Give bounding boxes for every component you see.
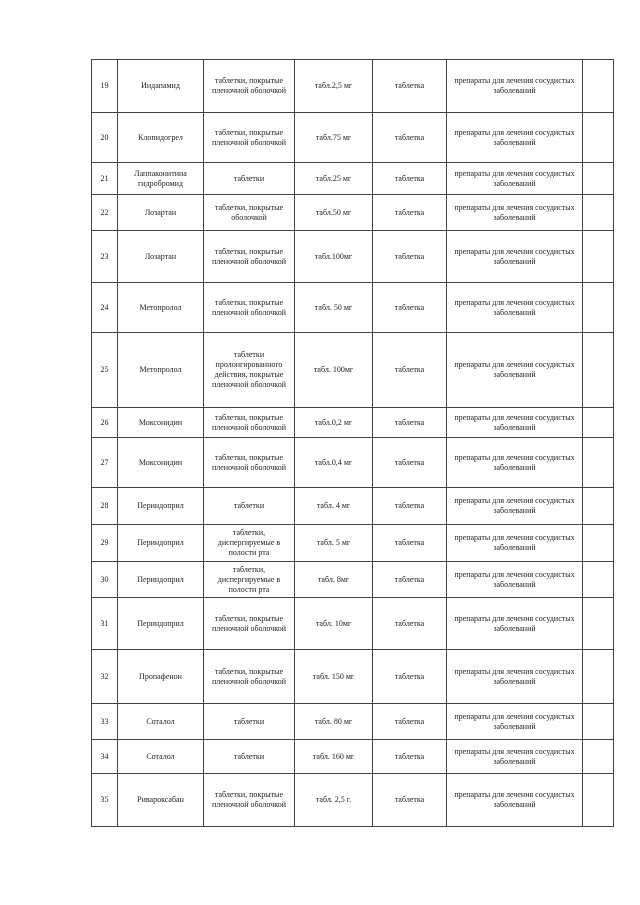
- extra-cell: [583, 408, 614, 438]
- purpose: препараты для лечения сосудистых заболеваний: [447, 438, 583, 488]
- unit: таблетка: [373, 488, 447, 525]
- dosage: табл. 100мг: [295, 333, 373, 408]
- purpose: препараты для лечения сосудистых заболеваний: [447, 488, 583, 525]
- dosage-form: таблетки, диспергируемые в полости рта: [204, 562, 295, 598]
- drug-name: Лаппаконитина гидробромид: [118, 163, 204, 195]
- drug-table: [91, 59, 614, 827]
- extra-cell: [583, 525, 614, 562]
- dosage: табл. 150 мг: [295, 650, 373, 704]
- table-row: [92, 283, 614, 333]
- table-row: [92, 774, 614, 827]
- dosage: табл. 160 мг: [295, 740, 373, 774]
- dosage: табл. 5 мг: [295, 525, 373, 562]
- extra-cell: [583, 113, 614, 163]
- drug-name: Соталол: [118, 704, 204, 740]
- table-row: [92, 562, 614, 598]
- dosage: табл.50 мг: [295, 195, 373, 231]
- drug-name: Индапамид: [118, 60, 204, 113]
- purpose: препараты для лечения сосудистых заболеваний: [447, 113, 583, 163]
- extra-cell: [583, 60, 614, 113]
- drug-name: Периндоприл: [118, 598, 204, 650]
- purpose: препараты для лечения сосудистых заболеваний: [447, 60, 583, 113]
- dosage: табл.2,5 мг: [295, 60, 373, 113]
- unit: таблетка: [373, 333, 447, 408]
- purpose: препараты для лечения сосудистых заболеваний: [447, 408, 583, 438]
- row-number: 26: [92, 408, 118, 438]
- dosage-form: таблетки, покрытые пленочной оболочкой: [204, 438, 295, 488]
- row-number: 28: [92, 488, 118, 525]
- unit: таблетка: [373, 60, 447, 113]
- purpose: препараты для лечения сосудистых заболеваний: [447, 283, 583, 333]
- unit: таблетка: [373, 774, 447, 827]
- dosage: табл.25 мг: [295, 163, 373, 195]
- purpose: препараты для лечения сосудистых заболеваний: [447, 333, 583, 408]
- row-number: 33: [92, 704, 118, 740]
- drug-name: Периндоприл: [118, 525, 204, 562]
- dosage: табл.0,2 мг: [295, 408, 373, 438]
- unit: таблетка: [373, 113, 447, 163]
- drug-name: Метопролол: [118, 333, 204, 408]
- table-row: [92, 650, 614, 704]
- dosage-form: таблетки, диспергируемые в полости рта: [204, 525, 295, 562]
- dosage-form: таблетки: [204, 163, 295, 195]
- purpose: препараты для лечения сосудистых заболеваний: [447, 525, 583, 562]
- table-row: [92, 195, 614, 231]
- dosage-form: таблетки, покрытые пленочной оболочкой: [204, 60, 295, 113]
- unit: таблетка: [373, 163, 447, 195]
- dosage-form: таблетки, покрытые пленочной оболочкой: [204, 231, 295, 283]
- purpose: препараты для лечения сосудистых заболеваний: [447, 231, 583, 283]
- purpose: препараты для лечения сосудистых заболеваний: [447, 650, 583, 704]
- table-row: [92, 113, 614, 163]
- drug-name: Лозартан: [118, 195, 204, 231]
- row-number: 24: [92, 283, 118, 333]
- purpose: препараты для лечения сосудистых заболеваний: [447, 774, 583, 827]
- table-row: [92, 704, 614, 740]
- table-body: [92, 60, 614, 827]
- purpose: препараты для лечения сосудистых заболеваний: [447, 163, 583, 195]
- unit: таблетка: [373, 195, 447, 231]
- row-number: 20: [92, 113, 118, 163]
- dosage-form: таблетки, покрытые пленочной оболочкой: [204, 650, 295, 704]
- table-row: [92, 525, 614, 562]
- table-row: [92, 163, 614, 195]
- table-row: [92, 740, 614, 774]
- row-number: 31: [92, 598, 118, 650]
- dosage: табл.100мг: [295, 231, 373, 283]
- dosage-form: таблетки, покрытые пленочной оболочкой: [204, 283, 295, 333]
- dosage-form: таблетки: [204, 740, 295, 774]
- drug-name: Метопролол: [118, 283, 204, 333]
- dosage-form: таблетки, покрытые оболочкой: [204, 195, 295, 231]
- drug-name: Пропафенон: [118, 650, 204, 704]
- dosage: табл.75 мг: [295, 113, 373, 163]
- row-number: 22: [92, 195, 118, 231]
- table-row: [92, 488, 614, 525]
- row-number: 21: [92, 163, 118, 195]
- drug-name: Соталол: [118, 740, 204, 774]
- extra-cell: [583, 231, 614, 283]
- extra-cell: [583, 488, 614, 525]
- table-row: [92, 598, 614, 650]
- extra-cell: [583, 195, 614, 231]
- table-row: [92, 408, 614, 438]
- row-number: 29: [92, 525, 118, 562]
- row-number: 25: [92, 333, 118, 408]
- extra-cell: [583, 562, 614, 598]
- purpose: препараты для лечения сосудистых заболеваний: [447, 598, 583, 650]
- extra-cell: [583, 704, 614, 740]
- row-number: 27: [92, 438, 118, 488]
- drug-name: Моксонидин: [118, 438, 204, 488]
- drug-name: Периндоприл: [118, 562, 204, 598]
- purpose: препараты для лечения сосудистых заболеваний: [447, 740, 583, 774]
- unit: таблетка: [373, 740, 447, 774]
- unit: таблетка: [373, 598, 447, 650]
- table-row: [92, 60, 614, 113]
- extra-cell: [583, 438, 614, 488]
- table-row: [92, 333, 614, 408]
- dosage-form: таблетки, покрытые пленочной оболочкой: [204, 113, 295, 163]
- table-row: [92, 231, 614, 283]
- drug-name: Ривароксабан: [118, 774, 204, 827]
- drug-name: Периндоприл: [118, 488, 204, 525]
- unit: таблетка: [373, 704, 447, 740]
- unit: таблетка: [373, 562, 447, 598]
- extra-cell: [583, 333, 614, 408]
- row-number: 32: [92, 650, 118, 704]
- unit: таблетка: [373, 525, 447, 562]
- unit: таблетка: [373, 408, 447, 438]
- row-number: 30: [92, 562, 118, 598]
- table-row: [92, 438, 614, 488]
- dosage: табл. 4 мг: [295, 488, 373, 525]
- unit: таблетка: [373, 438, 447, 488]
- extra-cell: [583, 283, 614, 333]
- extra-cell: [583, 598, 614, 650]
- row-number: 23: [92, 231, 118, 283]
- row-number: 19: [92, 60, 118, 113]
- purpose: препараты для лечения сосудистых заболеваний: [447, 195, 583, 231]
- purpose: препараты для лечения сосудистых заболеваний: [447, 704, 583, 740]
- drug-name: Лозартан: [118, 231, 204, 283]
- dosage-form: таблетки пролонгированного действия, покрытые пленочной оболочкой: [204, 333, 295, 408]
- dosage: табл. 80 мг: [295, 704, 373, 740]
- dosage: табл.0,4 мг: [295, 438, 373, 488]
- extra-cell: [583, 650, 614, 704]
- dosage: табл. 2,5 г.: [295, 774, 373, 827]
- purpose: препараты для лечения сосудистых заболеваний: [447, 562, 583, 598]
- extra-cell: [583, 740, 614, 774]
- dosage-form: таблетки, покрытые пленочной оболочкой: [204, 598, 295, 650]
- dosage: табл. 10мг: [295, 598, 373, 650]
- dosage-form: таблетки: [204, 704, 295, 740]
- dosage-form: таблетки, покрытые пленочной оболочкой: [204, 774, 295, 827]
- dosage-form: таблетки, покрытые пленочной оболочкой: [204, 408, 295, 438]
- dosage: табл. 50 мг: [295, 283, 373, 333]
- unit: таблетка: [373, 650, 447, 704]
- drug-name: Моксонидин: [118, 408, 204, 438]
- unit: таблетка: [373, 283, 447, 333]
- extra-cell: [583, 774, 614, 827]
- drug-name: Клопидогрел: [118, 113, 204, 163]
- row-number: 34: [92, 740, 118, 774]
- dosage-form: таблетки: [204, 488, 295, 525]
- dosage: табл. 8мг: [295, 562, 373, 598]
- unit: таблетка: [373, 231, 447, 283]
- row-number: 35: [92, 774, 118, 827]
- extra-cell: [583, 163, 614, 195]
